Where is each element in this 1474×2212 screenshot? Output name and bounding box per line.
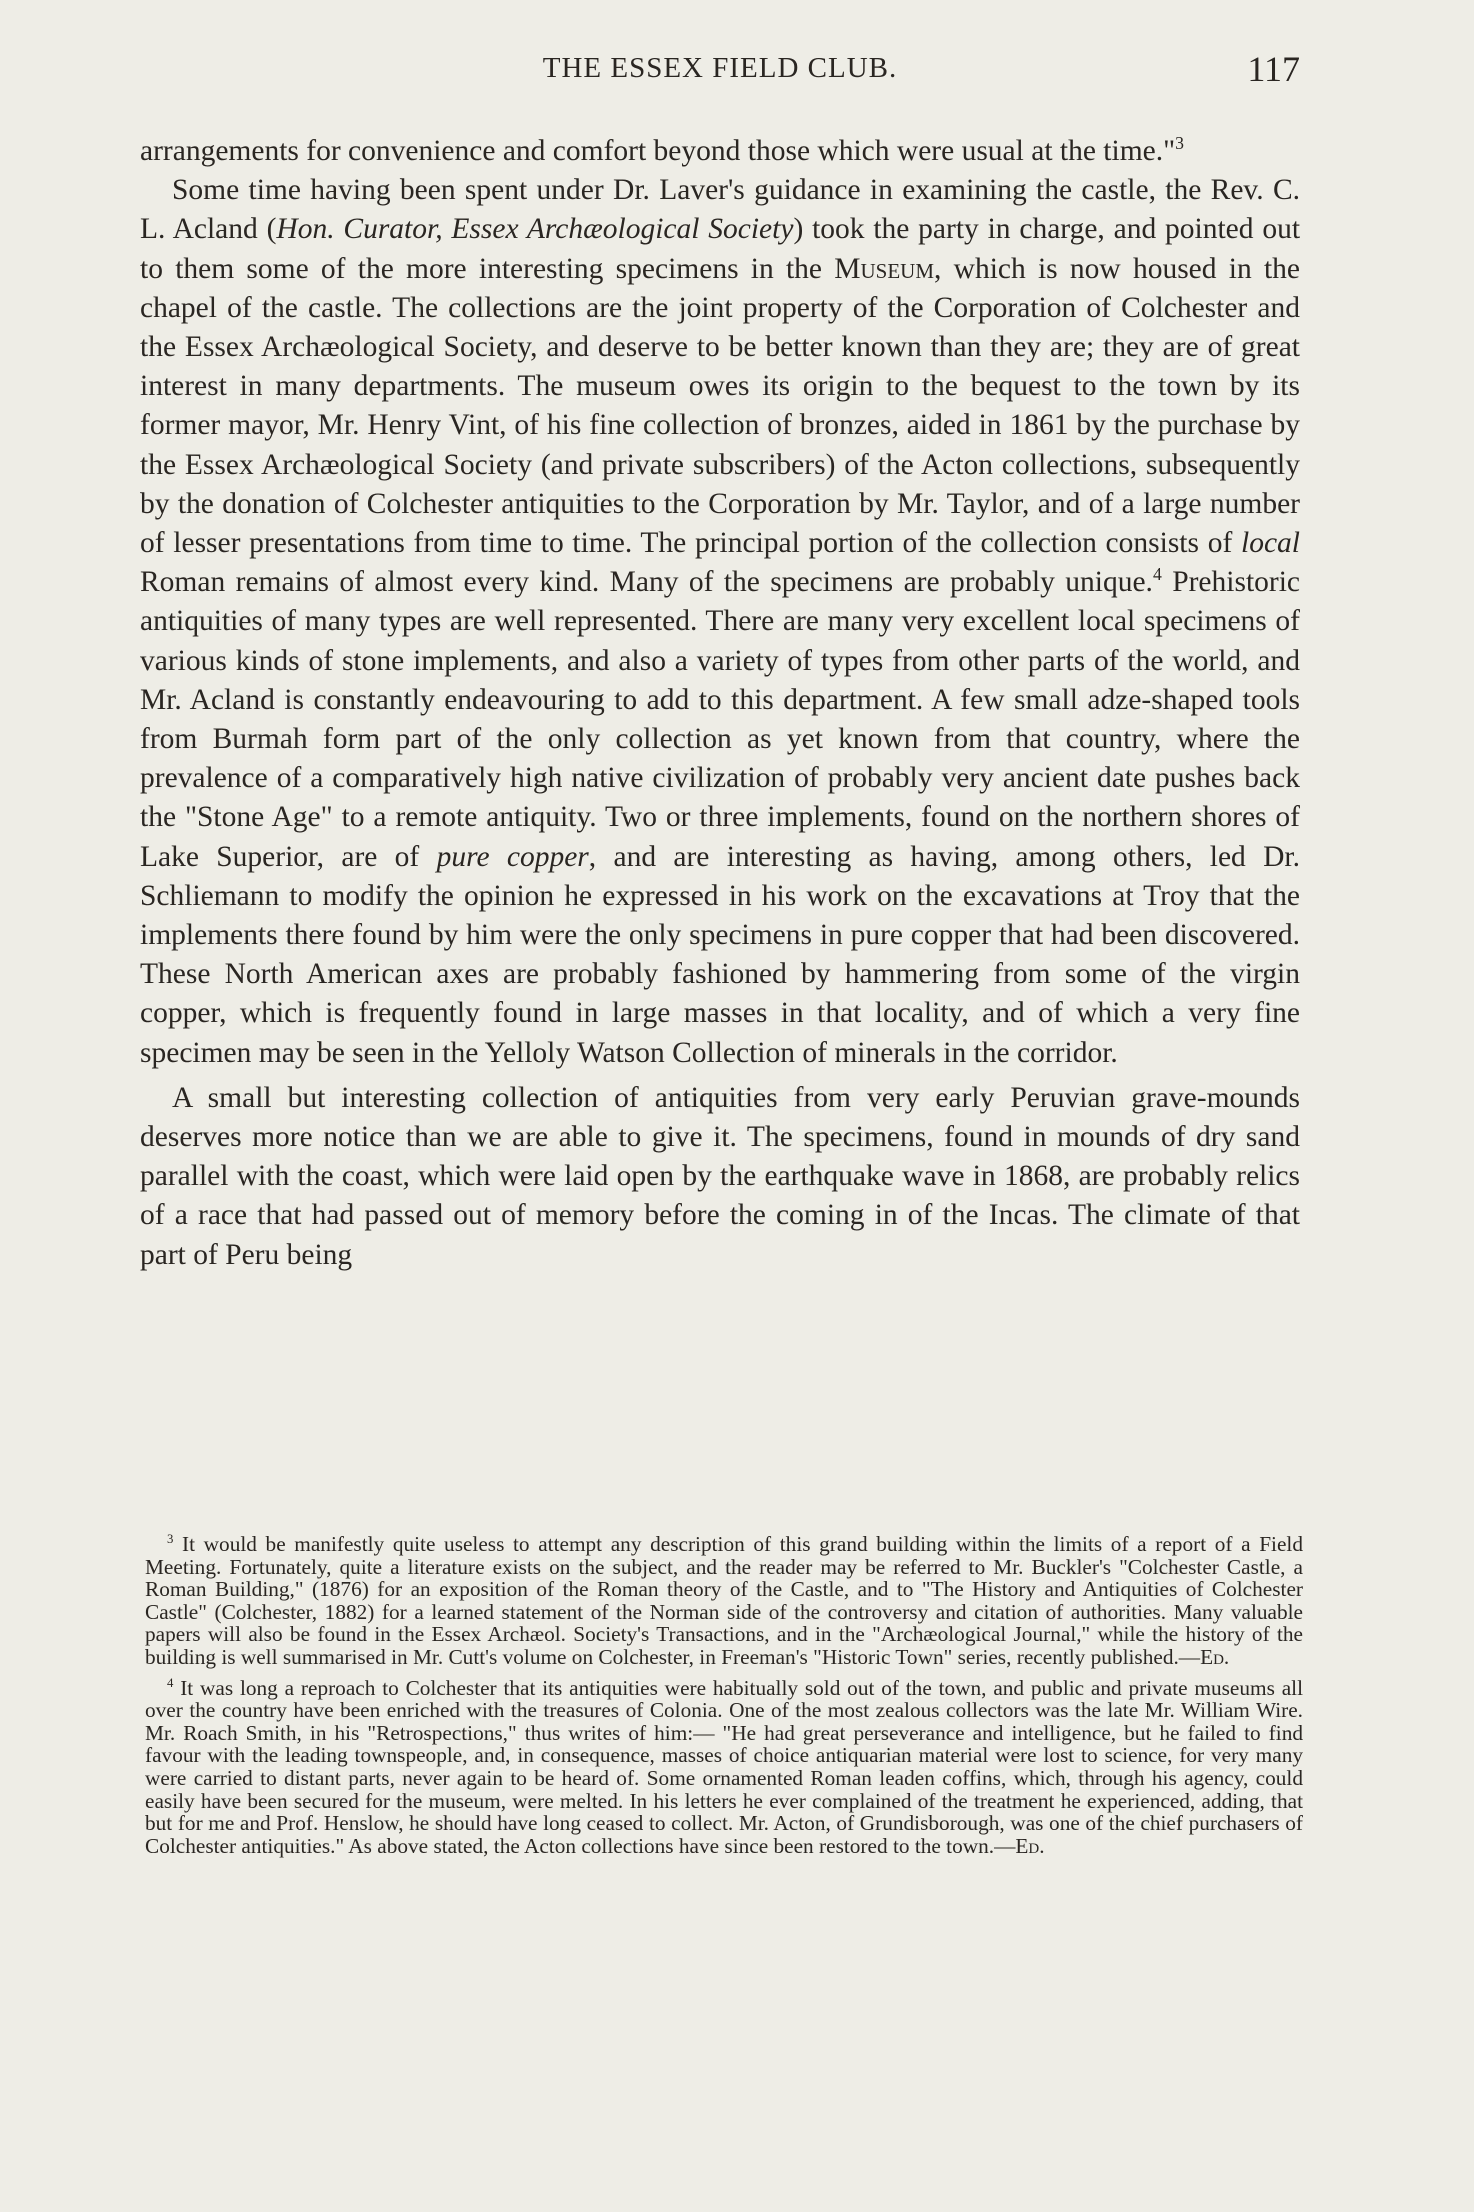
paragraph-text: , and are interesting as having, among others, led Dr. Schliemann to modify the opinion he expressed in his work on the excavations at Troy that the implements there found by him were the only specimens in pure copper that had been discovered. These North American axes are probably fashioned by hammering from some of the virgin copper, which is frequently found in large masses in that locality, and of which a very fine specimen may be seen in the Yelloly Watson Collection of minerals in the corridor. <box>140 840 1300 1069</box>
paragraph-continued <box>140 132 1300 171</box>
paragraph-text: arrangements for convenience and comfort beyond those which were usual at the time." <box>140 135 1176 167</box>
footnote-4 <box>145 1677 1303 1858</box>
footnote-marker: 4 <box>167 1675 174 1690</box>
editor-mark: Ed. <box>1200 1644 1230 1669</box>
local-emphasis: local <box>1241 527 1300 560</box>
paragraph-peruvian: A small but interesting collection of antiquities from very early Peruvian grave-mounds deserves more notice than we are able to give it. The specimens, found in mounds of dry sand parallel with the coast, which were laid open by the earthquake wave in 1868, are probably relics of a race that had passed out of memory before the coming in of the Incas. The climate of that part of Peru being <box>140 1081 1300 1271</box>
running-title: THE ESSEX FIELD CLUB. <box>542 52 898 84</box>
body-text <box>140 132 1300 1275</box>
footnote-ref-4: 4 <box>1152 564 1162 585</box>
pure-copper-emphasis: pure copper <box>436 840 589 873</box>
acland-title: Hon. Curator, Essex Archæological Society <box>276 213 794 246</box>
footnote-text: It was long a reproach to Colchester that its antiquities were habitually sold out of the town, and public and private museums all over the country have been enriched with the treasures of Colonia. One of the most zealous collectors was the late Mr. William Wire. Mr. Roach Smith, in his "Retrospections," thus writes of him:— "He had great perseverance and intelligence, but he failed to find favour with the leading townspeople, and, in consequence, masses of choice antiquarian material were lost to science, for very many were carried to distant parts, never again to be heard of. Some ornamented Roman leaden coffins, which, through his agency, could easily have been secured for the museum, were melted. In his letters he ever complained of the treatment he experienced, adding, that but for me and Prof. Henslow, he should have long ceased to collect. Mr. Acton, of Grundisborough, was one of the chief purchasers of Colchester antiquities." As above stated, the Acton collections have since been restored to the town.— <box>145 1675 1303 1858</box>
footnote-text: It would be manifestly quite useless to attempt any description of this grand building within the limits of a report of a Field Meeting. Fortunately, quite a literature exists on the subject, and the reader may be referred to Mr. Buckler's "Colchester Castle, a Roman Building," (1876) for an exposition of the Roman theory of the Castle, and to "The History and Antiquities of Colchester Castle" (Colchester, 1882) for a learned statement of the Norman side of the controversy and citation of authorities. Many valuable papers will also be found in the Essex Archæol. Society's Transactions, and in the "Archæological Journal," while the history of the building is well summarised in Mr. Cutt's volume on Colchester, in Freeman's "Historic Town" series, recently published.— <box>145 1532 1303 1669</box>
page-number: 117 <box>1247 49 1300 89</box>
footnote-3 <box>145 1533 1303 1669</box>
paragraph-text: ) took the party in charge, and pointed out to them some of the more interesting specimens in the <box>140 213 1301 285</box>
page-header <box>140 49 1300 102</box>
paragraph-text: , which is now housed in the chapel of the castle. The collections are the joint property of the Corporation of Colchester and the Essex Archæological Society, and deserve to be better known than they are; they are of great interest in many departments. The museum owes its origin to the bequest to the town by its former mayor, Mr. Henry Vint, of his fine collection of bronzes, aided in 1861 by the purchase by the Essex Archæological Society (and private subscribers) of the Acton collections, subsequently by the donation of Colchester antiquities to the Corporation by Mr. Taylor, and of a large number of lesser presentations from time to time. The principal portion of the collection consists of <box>140 252 1300 560</box>
paragraph-text: Some time having been spent under Dr. Laver's guidance in examining the castle, the Rev. C. L. Acland ( <box>140 174 1300 246</box>
footnote-ref-3: 3 <box>1175 133 1184 154</box>
editor-mark: Ed. <box>1015 1833 1045 1858</box>
footnotes <box>145 1533 1303 1857</box>
paragraph-text: Prehistoric antiquities of many types are well represented. There are many very excellent local specimens of various kinds of stone implements, and also a variety of types from other parts of the world, and Mr. Acland is constantly endeavouring to add to this department. A few small adze-shaped tools from Burmah form part of the only collection as yet known from that country, where the prevalence of a comparatively high native civilization of probably very ancient date pushes back the "Stone Age" to a remote antiquity. Two or three implements, found on the northern shores of Lake Superior, are of <box>140 566 1300 873</box>
paragraph-text: Roman remains of almost every kind. Many of the specimens are probably unique. <box>140 566 1153 599</box>
footnote-marker: 3 <box>167 1531 174 1546</box>
museum-term: Museum <box>834 252 935 285</box>
paragraph-museum <box>140 171 1300 1073</box>
